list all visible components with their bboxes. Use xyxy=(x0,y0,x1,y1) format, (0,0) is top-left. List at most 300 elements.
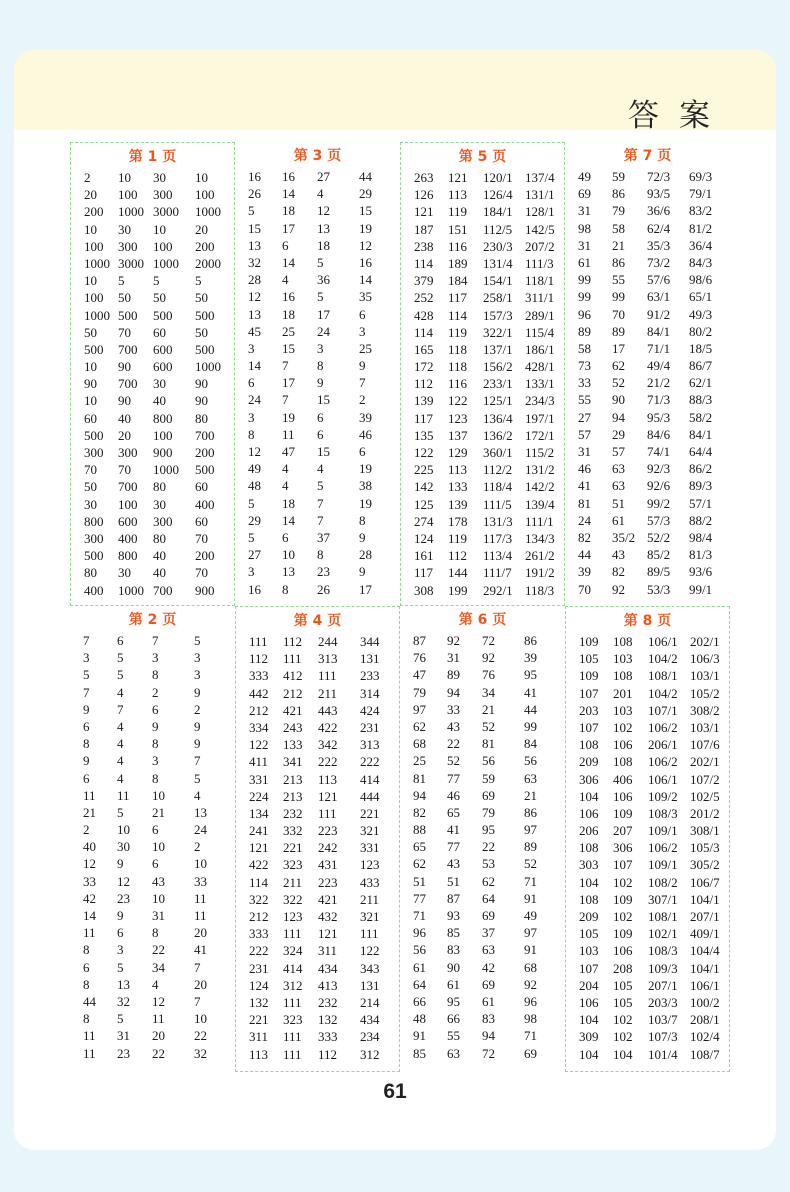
answer-row xyxy=(71,238,234,255)
answer-cell: 111/5 xyxy=(483,496,512,512)
answer-row xyxy=(566,822,729,839)
answer-cell: 70 xyxy=(195,565,208,581)
answer-cell: 184/1 xyxy=(483,204,513,220)
answer-cell: 800 xyxy=(153,410,173,426)
answer-row xyxy=(70,890,235,907)
answer-cell: 36/6 xyxy=(647,203,671,219)
answer-cell: 334 xyxy=(249,719,269,735)
answer-row xyxy=(236,856,399,873)
answer-row xyxy=(71,478,234,495)
answer-cell: 17 xyxy=(612,340,625,356)
answer-cell: 48 xyxy=(413,1011,426,1027)
answer-cell: 133 xyxy=(283,737,303,753)
answer-cell: 70 xyxy=(118,462,131,478)
answer-cell: 19 xyxy=(359,461,372,477)
answer-row xyxy=(235,546,400,563)
answer-cell: 106/2 xyxy=(648,840,678,856)
answer-cell: 7 xyxy=(117,701,124,717)
page-number: 61 xyxy=(383,1080,407,1103)
answer-cell: 137/1 xyxy=(483,341,513,357)
answer-cell: 263 xyxy=(414,170,434,185)
answer-cell: 106/1 xyxy=(690,977,720,993)
answer-cell: 5 xyxy=(117,959,124,975)
answer-cell: 434 xyxy=(318,960,338,976)
answer-cell: 70 xyxy=(84,462,97,478)
answer-row xyxy=(71,410,234,427)
answer-cell: 68 xyxy=(413,736,426,752)
answer-cell: 4 xyxy=(152,976,159,992)
answer-cell: 3 xyxy=(248,409,255,425)
answer-cell: 409/1 xyxy=(690,926,720,942)
answer-cell: 99 xyxy=(578,289,591,305)
answer-cell: 10 xyxy=(194,856,207,872)
answer-row xyxy=(235,306,400,323)
answer-cell: 500 xyxy=(84,427,104,443)
answer-cell: 50 xyxy=(153,290,166,306)
answer-cell: 57 xyxy=(578,426,591,442)
answer-row xyxy=(400,855,565,872)
answer-row xyxy=(400,976,565,993)
answer-row xyxy=(401,564,564,581)
answer-cell: 7 xyxy=(83,633,90,648)
answer-cell: 314 xyxy=(360,685,380,701)
answer-cell: 5 xyxy=(317,289,324,305)
answer-cell: 8 xyxy=(152,667,159,683)
panel-heading: 第 4 页 xyxy=(293,613,342,629)
answer-cell: 82 xyxy=(413,804,426,820)
answer-cell: 500 xyxy=(195,307,215,323)
answer-cell: 41 xyxy=(194,942,207,958)
panel-heading: 第 6 页 xyxy=(458,612,507,628)
answer-row xyxy=(71,513,234,530)
answer-cell: 5 xyxy=(194,633,201,648)
answer-row xyxy=(565,512,730,529)
answer-row xyxy=(71,375,234,392)
answer-cell: 76 xyxy=(482,667,495,683)
answer-cell: 36/4 xyxy=(689,237,713,253)
answer-cell: 23 xyxy=(117,890,130,906)
answer-row xyxy=(400,890,565,907)
answer-cell: 4 xyxy=(117,684,124,700)
answer-cell: 144 xyxy=(448,565,468,581)
answer-cell: 92 xyxy=(612,581,625,597)
answer-cell: 243 xyxy=(283,719,303,735)
answer-cell: 62 xyxy=(612,358,625,374)
answer-cell: 61 xyxy=(413,959,426,975)
answer-cell: 132 xyxy=(249,994,269,1010)
answer-cell: 142 xyxy=(414,479,434,495)
answer-cell: 103/7 xyxy=(648,1012,678,1028)
answer-row xyxy=(236,977,399,994)
answer-cell: 69 xyxy=(578,186,591,202)
answer-cell: 313 xyxy=(360,737,380,753)
answer-cell: 31 xyxy=(578,444,591,459)
answer-cell: 90 xyxy=(195,376,208,392)
answer-cell: 55 xyxy=(578,392,591,408)
answer-cell: 107/1 xyxy=(648,702,678,718)
answer-row xyxy=(566,856,729,873)
answer-cell: 43 xyxy=(447,718,460,734)
answer-cell: 29 xyxy=(612,426,625,442)
answer-row xyxy=(565,391,730,408)
answer-row xyxy=(70,787,235,804)
answer-cell: 90 xyxy=(447,959,460,975)
answer-cell: 105 xyxy=(579,926,599,942)
answer-cell: 7 xyxy=(83,684,90,700)
answer-cell: 113 xyxy=(249,1046,269,1062)
answer-cell: 106/2 xyxy=(648,719,678,735)
answer-cell: 202/1 xyxy=(690,754,720,770)
answer-cell: 200 xyxy=(195,445,215,460)
answer-cell: 208 xyxy=(613,960,633,976)
answer-cell: 223 xyxy=(318,823,338,839)
answer-cell: 56 xyxy=(413,942,426,958)
answer-cell: 107/3 xyxy=(648,1029,678,1045)
answer-cell: 26 xyxy=(248,186,261,202)
answer-row xyxy=(235,168,400,185)
answer-cell: 12 xyxy=(248,289,261,305)
answer-cell: 33 xyxy=(578,375,591,391)
answer-cell: 300 xyxy=(153,187,173,203)
answer-cell: 44 xyxy=(83,993,96,1009)
answer-row xyxy=(71,324,234,341)
answer-row xyxy=(565,460,730,477)
answer-cell: 5 xyxy=(194,770,201,786)
answer-row xyxy=(566,685,729,702)
answer-cell: 109 xyxy=(613,891,633,907)
answer-cell: 4 xyxy=(317,186,324,202)
answer-row xyxy=(566,874,729,891)
answer-cell: 5 xyxy=(248,495,255,511)
answer-cell: 120/1 xyxy=(483,170,513,185)
answer-cell: 106/3 xyxy=(690,651,720,667)
answer-row xyxy=(400,873,565,890)
answer-cell: 83 xyxy=(482,1011,495,1027)
answer-cell: 111 xyxy=(249,634,268,649)
answer-cell: 18 xyxy=(317,237,330,253)
answer-row xyxy=(70,1027,235,1044)
answer-cell: 7 xyxy=(317,512,324,528)
answer-row xyxy=(70,770,235,787)
answer-cell: 109 xyxy=(613,805,633,821)
answer-row xyxy=(566,1028,729,1045)
answer-row xyxy=(71,341,234,358)
answer-cell: 307/1 xyxy=(648,891,678,907)
answer-cell: 2 xyxy=(152,684,159,700)
answer-cell: 208/1 xyxy=(690,1012,720,1028)
answer-cell: 6 xyxy=(117,925,124,941)
answer-cell: 95/3 xyxy=(647,409,671,425)
answer-cell: 31 xyxy=(117,1028,130,1044)
answer-cell: 9 xyxy=(194,718,201,734)
answer-cell: 500 xyxy=(118,307,138,323)
answer-cell: 93 xyxy=(447,908,460,923)
answer-cell: 80 xyxy=(153,479,166,495)
answer-row xyxy=(70,1010,235,1027)
answer-cell: 4 xyxy=(117,736,124,752)
answer-cell: 116 xyxy=(448,376,468,392)
answer-cell: 157/3 xyxy=(483,307,513,323)
answer-row xyxy=(236,942,399,959)
answer-row xyxy=(401,461,564,478)
answer-cell: 73/2 xyxy=(647,254,671,270)
answer-row xyxy=(236,874,399,891)
answer-cell: 600 xyxy=(118,513,138,529)
answer-cell: 422 xyxy=(249,857,269,873)
answer-cell: 108 xyxy=(579,737,599,753)
answer-cell: 224 xyxy=(249,788,269,804)
answer-row xyxy=(70,907,235,924)
answer-cell: 133/1 xyxy=(525,376,555,392)
answer-cell: 112/2 xyxy=(483,462,513,478)
answer-cell: 431 xyxy=(318,857,338,873)
answer-cell: 103 xyxy=(613,651,633,667)
answer-cell: 88 xyxy=(413,822,426,838)
answer-cell: 321 xyxy=(360,823,380,839)
answer-cell: 323 xyxy=(283,1012,303,1028)
answer-cell: 102 xyxy=(613,909,633,924)
answer-row xyxy=(401,547,564,564)
answer-cell: 13 xyxy=(194,804,207,820)
answer-cell: 52 xyxy=(447,753,460,769)
answer-cell: 11 xyxy=(194,890,207,906)
answer-row xyxy=(400,718,565,735)
answer-cell: 108/3 xyxy=(648,943,678,959)
answer-cell: 87 xyxy=(413,633,426,648)
answer-cell: 207/1 xyxy=(648,977,678,993)
answer-row xyxy=(565,340,730,357)
answer-row xyxy=(236,908,399,925)
answer-cell: 306 xyxy=(579,771,599,787)
answer-cell: 20 xyxy=(118,427,131,443)
answer-row xyxy=(400,1027,565,1044)
answer-cell: 10 xyxy=(84,273,97,289)
answer-cell: 100 xyxy=(84,238,104,254)
answer-cell: 42 xyxy=(482,959,495,975)
answer-cell: 106/2 xyxy=(648,754,678,770)
answer-cell: 104 xyxy=(613,1046,633,1062)
answer-row xyxy=(70,1045,235,1062)
answer-cell: 3 xyxy=(317,340,324,356)
answer-cell: 14 xyxy=(359,272,372,288)
answer-cell: 53/3 xyxy=(647,581,671,597)
answer-row xyxy=(565,581,730,598)
answer-cell: 231 xyxy=(249,960,269,976)
answer-cell: 212 xyxy=(283,685,303,701)
answer-cell: 86 xyxy=(524,633,537,648)
answer-cell: 30 xyxy=(84,496,97,512)
answer-row xyxy=(401,530,564,547)
answer-cell: 432 xyxy=(318,909,338,924)
answer-cell: 39 xyxy=(359,409,372,425)
answer-cell: 49 xyxy=(578,169,591,184)
answer-row xyxy=(235,563,400,580)
answer-cell: 82 xyxy=(578,529,591,545)
answer-row xyxy=(400,770,565,787)
answer-cell: 27 xyxy=(248,547,261,563)
answer-row xyxy=(401,513,564,530)
answer-cell: 9 xyxy=(194,684,201,700)
answer-cell: 12 xyxy=(83,856,96,872)
answer-cell: 90 xyxy=(118,359,131,375)
answer-cell: 184 xyxy=(448,273,468,289)
answer-row xyxy=(400,821,565,838)
answer-cell: 2 xyxy=(194,839,201,855)
answer-cell: 5 xyxy=(117,1011,124,1027)
answer-cell: 108/1 xyxy=(648,668,678,684)
answer-cell: 300 xyxy=(118,238,138,254)
answer-cell: 51 xyxy=(447,873,460,889)
answer-cell: 100 xyxy=(153,238,173,254)
answer-cell: 8 xyxy=(83,976,90,992)
answer-row xyxy=(70,959,235,976)
answer-cell: 79/1 xyxy=(689,186,713,202)
answer-row xyxy=(71,169,234,186)
answer-cell: 200 xyxy=(84,204,104,220)
answer-cell: 332 xyxy=(283,823,303,839)
answer-cell: 22 xyxy=(152,942,165,958)
answer-cell: 8 xyxy=(152,925,159,941)
answer-cell: 103 xyxy=(613,702,633,718)
answer-cell: 11 xyxy=(282,426,295,442)
answer-cell: 108 xyxy=(613,634,633,649)
answer-cell: 99 xyxy=(524,718,537,734)
answer-cell: 23 xyxy=(117,1045,130,1061)
answer-cell: 20 xyxy=(195,221,208,237)
answer-cell: 41 xyxy=(524,684,537,700)
answer-row xyxy=(401,238,564,255)
answer-cell: 221 xyxy=(283,840,303,856)
answer-cell: 35 xyxy=(359,289,372,305)
answer-row xyxy=(565,202,730,219)
answer-row xyxy=(235,477,400,494)
answer-row xyxy=(566,805,729,822)
answer-cell: 104 xyxy=(579,788,599,804)
answer-cell: 9 xyxy=(83,701,90,717)
answer-row xyxy=(400,1045,565,1062)
answer-cell: 187 xyxy=(414,221,434,237)
answer-row xyxy=(71,221,234,238)
answer-cell: 121 xyxy=(249,840,269,856)
answer-cell: 109 xyxy=(579,634,599,649)
answer-cell: 136/2 xyxy=(483,427,513,443)
answer-cell: 69 xyxy=(482,908,495,923)
answer-cell: 100/2 xyxy=(690,994,720,1010)
answer-cell: 3 xyxy=(248,564,255,580)
answer-cell: 129 xyxy=(448,445,468,460)
answer-cell: 45 xyxy=(248,323,261,339)
answer-cell: 122 xyxy=(249,737,269,753)
answer-row xyxy=(70,993,235,1010)
answer-cell: 139 xyxy=(414,393,434,409)
answer-cell: 28 xyxy=(359,547,372,563)
answer-cell: 18 xyxy=(282,203,295,219)
answer-cell: 134/3 xyxy=(525,530,555,546)
answer-cell: 56 xyxy=(482,753,495,769)
answer-cell: 189 xyxy=(448,255,468,271)
answer-cell: 27 xyxy=(578,409,591,425)
answer-cell: 88/3 xyxy=(689,392,713,408)
answer-cell: 207/2 xyxy=(525,238,555,254)
answer-row xyxy=(400,993,565,1010)
answer-cell: 20 xyxy=(194,976,207,992)
answer-cell: 9 xyxy=(317,375,324,391)
answer-cell: 111 xyxy=(283,926,302,942)
answer-row xyxy=(566,1011,729,1028)
answer-cell: 444 xyxy=(360,788,380,804)
answer-cell: 89 xyxy=(612,323,625,339)
answer-row xyxy=(70,924,235,941)
answer-cell: 33 xyxy=(83,873,96,889)
answer-cell: 11 xyxy=(83,925,96,941)
answer-cell: 139 xyxy=(448,496,468,512)
answer-cell: 1000 xyxy=(153,255,179,271)
answer-cell: 108/3 xyxy=(648,805,678,821)
answer-cell: 16 xyxy=(282,289,295,305)
answer-cell: 308/1 xyxy=(690,823,720,839)
answer-cell: 18 xyxy=(282,306,295,322)
answer-cell: 7 xyxy=(317,495,324,511)
answer-cell: 62 xyxy=(413,718,426,734)
answer-row xyxy=(235,323,400,340)
answer-cell: 111/1 xyxy=(525,513,554,529)
answer-row xyxy=(565,288,730,305)
answer-row xyxy=(71,272,234,289)
answer-cell: 413 xyxy=(318,977,338,993)
answer-cell: 85/2 xyxy=(647,547,671,563)
answer-row xyxy=(70,941,235,958)
answer-cell: 12 xyxy=(359,237,372,253)
answer-cell: 15 xyxy=(317,444,330,459)
answer-cell: 16 xyxy=(248,169,261,184)
answer-cell: 225 xyxy=(414,462,434,478)
answer-cell: 86/7 xyxy=(689,358,713,374)
answer-cell: 333 xyxy=(249,668,269,684)
answer-cell: 137/4 xyxy=(525,170,555,185)
answer-cell: 111 xyxy=(283,1046,302,1062)
answer-cell: 64 xyxy=(413,976,426,992)
answer-cell: 27 xyxy=(317,169,330,184)
answer-cell: 199 xyxy=(448,582,468,598)
answer-cell: 333 xyxy=(249,926,269,942)
answer-row xyxy=(70,701,235,718)
answer-cell: 118/3 xyxy=(525,582,555,598)
answer-cell: 131/3 xyxy=(483,513,513,529)
answer-cell: 200 xyxy=(195,548,215,564)
answer-cell: 3 xyxy=(248,340,255,356)
answer-row xyxy=(565,323,730,340)
answer-row xyxy=(71,564,234,581)
answer-cell: 111 xyxy=(283,994,302,1010)
answer-cell: 111 xyxy=(283,1029,302,1045)
answer-cell: 61 xyxy=(612,512,625,528)
answer-cell: 126/4 xyxy=(483,187,513,203)
answer-cell: 44 xyxy=(359,169,372,184)
answer-cell: 8 xyxy=(152,736,159,752)
answer-cell: 209 xyxy=(579,754,599,770)
answer-cell: 91 xyxy=(413,1028,426,1044)
answer-cell: 55 xyxy=(612,272,625,288)
answer-cell: 30 xyxy=(117,839,130,855)
answer-cell: 333 xyxy=(318,1029,338,1045)
answer-cell: 101/4 xyxy=(648,1046,678,1062)
answer-cell: 322 xyxy=(249,891,269,907)
answer-cell: 105 xyxy=(579,651,599,667)
answer-cell: 107 xyxy=(579,719,599,735)
answer-cell: 3 xyxy=(152,753,159,769)
answer-row xyxy=(401,272,564,289)
answer-cell: 10 xyxy=(84,359,97,375)
